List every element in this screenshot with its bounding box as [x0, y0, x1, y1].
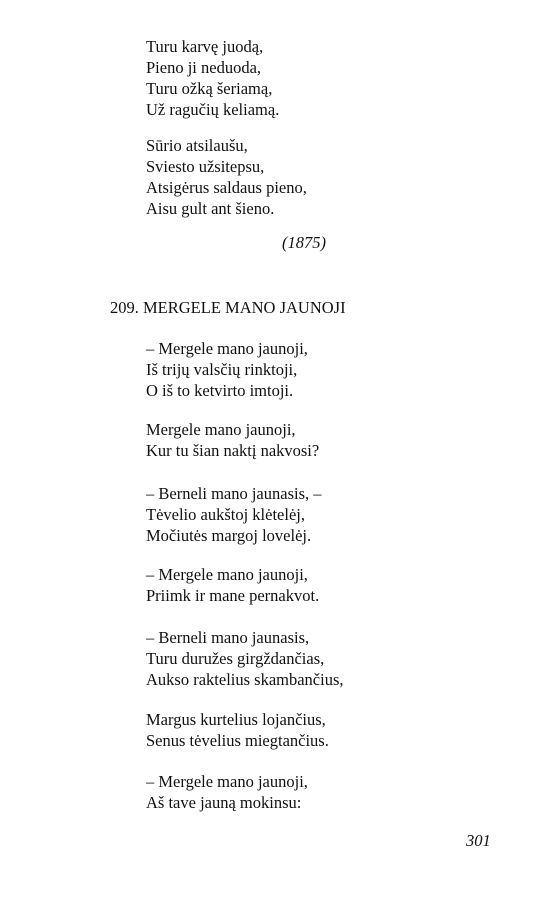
stanza-5	[146, 627, 344, 690]
poem-line: Kur tu šian naktį nakvosi?	[146, 441, 320, 460]
poem-line: Pieno ji neduoda,	[146, 58, 262, 77]
poem-line: Turu ožką šeriamą,	[146, 79, 273, 98]
stanza-7	[146, 771, 308, 813]
poem-line: Turu duružes girgždančias,	[146, 649, 325, 668]
stanza-1	[146, 338, 308, 401]
poem-line: Senus tėvelius miegtančius.	[146, 731, 329, 750]
poem-line: – Berneli mano jaunasis,	[146, 628, 310, 647]
poem-line: Turu karvę juodą,	[146, 37, 264, 56]
poem-line: – Mergele mano jaunoji,	[146, 339, 308, 358]
stanza-4	[146, 564, 319, 606]
stanza-6	[146, 709, 329, 751]
poem-line: Aš tave jauną mokinsu:	[146, 793, 302, 812]
stanza-continued-1	[146, 36, 279, 120]
poem-line: Močiutės margoj lovelėj.	[146, 526, 312, 545]
stanza-3	[146, 483, 322, 546]
poem-line: Atsigėrus saldaus pieno,	[146, 178, 307, 197]
poem-line: – Mergele mano jaunoji,	[146, 772, 308, 791]
poem-line: Aukso raktelius skambančius,	[146, 670, 344, 689]
poem-line: Iš trijų valsčių rinktoji,	[146, 360, 298, 379]
page-number: 301	[466, 831, 491, 850]
poem-line: Priimk ir mane pernakvot.	[146, 586, 320, 605]
poem-line: Sviesto užsitepsu,	[146, 157, 265, 176]
poem-line: Aisu gult ant šieno.	[146, 199, 275, 218]
poem-date: (1875)	[282, 233, 326, 252]
stanza-continued-2	[146, 135, 307, 219]
poem-line: Margus kurtelius lojančius,	[146, 710, 326, 729]
poem-line: – Mergele mano jaunoji,	[146, 565, 308, 584]
poem-line: Sūrio atsilaušu,	[146, 136, 248, 155]
poem-line: Mergele mano jaunoji,	[146, 420, 296, 439]
poem-line: Už ragučių keliamą.	[146, 100, 280, 119]
poem-line: – Berneli mano jaunasis, –	[146, 484, 322, 503]
poem-heading: 209. MERGELE MANO JAUNOJI	[110, 298, 346, 317]
poem-line: O iš to ketvirto imtoji.	[146, 381, 294, 400]
poem-line: Tėvelio aukštoj klėtelėj,	[146, 505, 305, 524]
stanza-2	[146, 419, 319, 461]
